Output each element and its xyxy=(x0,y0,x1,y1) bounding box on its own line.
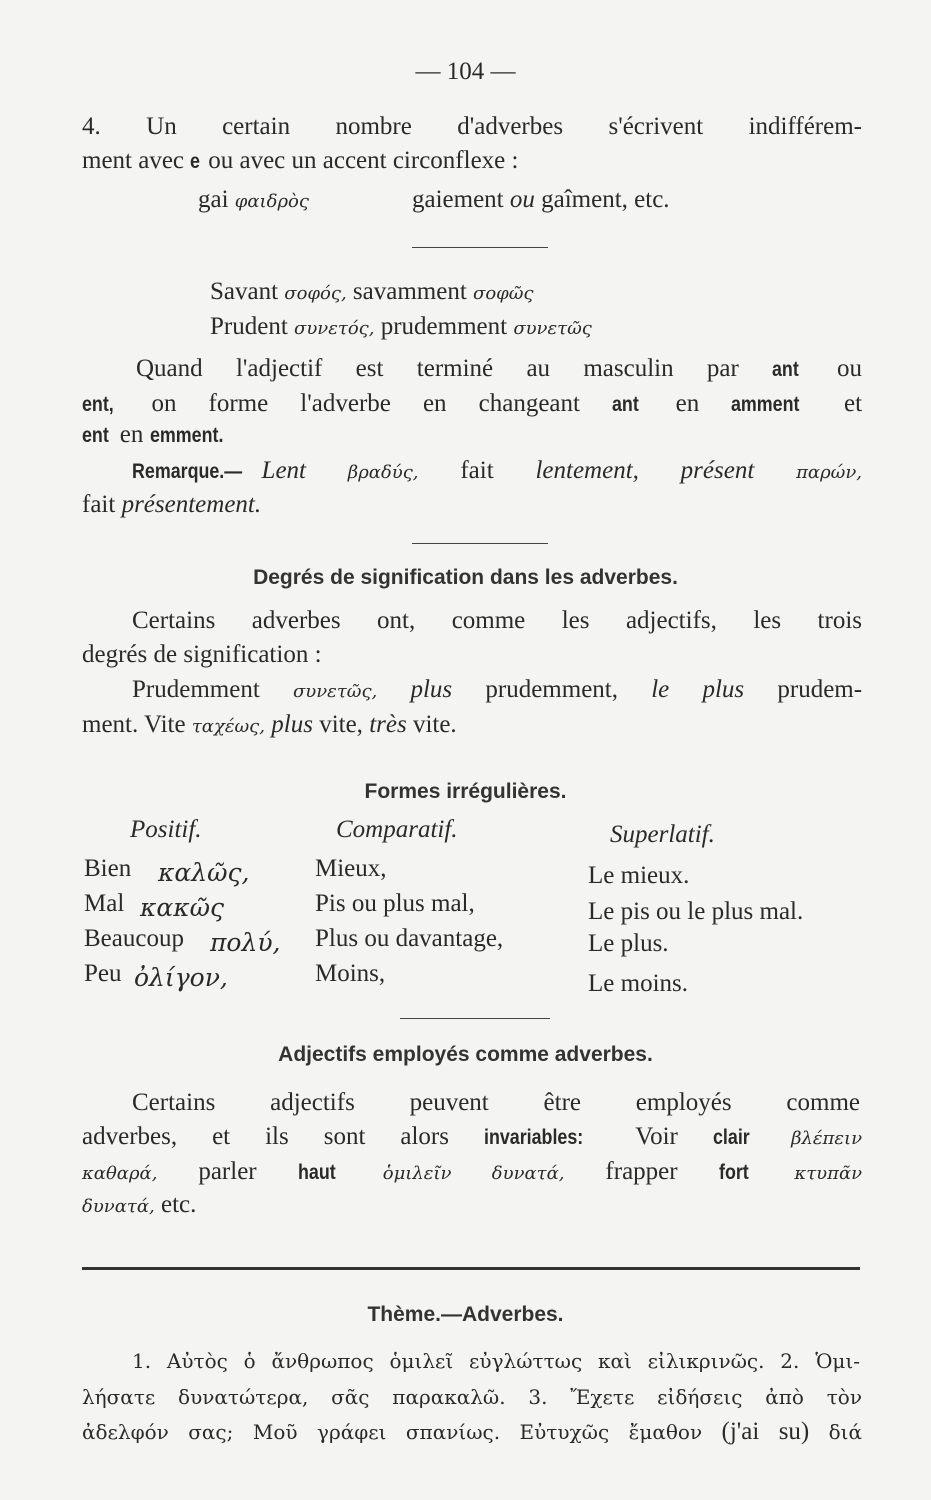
table-cell: Le mieux. xyxy=(588,862,690,889)
text: présentement. xyxy=(121,491,262,518)
bold-label: Remarque.— xyxy=(132,460,243,483)
bold-term: clair xyxy=(712,1126,750,1149)
greek-text: δυνατά, xyxy=(82,1196,155,1217)
text: très xyxy=(369,711,407,738)
text: ment avec xyxy=(82,147,185,174)
greek-text: βλέπειν xyxy=(791,1128,863,1149)
greek-text: παρών, xyxy=(796,462,862,483)
text: en xyxy=(119,421,144,448)
divider xyxy=(412,247,548,248)
text: Voir xyxy=(635,1123,678,1150)
greek-text: διά xyxy=(828,1420,863,1444)
text: Lent xyxy=(261,457,306,484)
greek-text: σοφῶς xyxy=(473,283,534,304)
text-line: Certains adjectifs peuvent être employés comme xyxy=(132,1089,860,1116)
greek-text: ἀδελφόν σας; Μοῦ γράφει σπανίως. Εὐτυχῶς ἔμαθον xyxy=(82,1420,703,1444)
text-line xyxy=(82,490,862,520)
bold-term: amment xyxy=(731,393,800,416)
example-line xyxy=(412,185,931,215)
column-header: Comparatif. xyxy=(336,816,458,843)
text: vite. xyxy=(412,711,457,738)
bold-term: haut xyxy=(297,1161,336,1184)
text-line xyxy=(132,675,862,707)
bold-term: ant xyxy=(612,393,639,416)
text: prudem- xyxy=(777,676,863,703)
text-line xyxy=(82,1122,862,1154)
thick-divider xyxy=(82,1267,860,1270)
table-cell: Plus ou davantage, xyxy=(315,925,504,952)
text: le plus xyxy=(651,676,745,703)
text: ou avec un accent circonflexe : xyxy=(208,147,519,174)
table-cell: πολύ, xyxy=(210,928,281,957)
text: prudemment xyxy=(380,313,508,340)
table-cell: Le plus. xyxy=(588,930,669,957)
greek-line: λήσατε δυνατώτερα, σᾶς παρακαλῶ. 3. Ἔχετε εἰδήσεις ἀπὸ τὸν xyxy=(82,1385,862,1409)
text-line xyxy=(82,420,862,451)
text: gaîment, etc. xyxy=(541,186,670,213)
bold-term: ent, xyxy=(82,393,114,416)
bold-term: invariables: xyxy=(483,1126,584,1149)
text: fait xyxy=(82,491,116,518)
text: lentement, présent xyxy=(535,457,755,484)
section-heading: Degrés de signification dans les adverbes. xyxy=(253,566,678,589)
page-number: — 104 — xyxy=(415,58,516,85)
table-cell: Moins, xyxy=(315,960,386,987)
text: frapper xyxy=(605,1158,678,1185)
text-line xyxy=(136,354,862,385)
text: savamment xyxy=(352,278,467,305)
text-line: degrés de signification : xyxy=(82,641,322,668)
bold-term: ant xyxy=(772,358,799,381)
text-line: 4. Un certain nombre d'adverbes s'écrivent indifférem- xyxy=(82,113,862,140)
column-header: Superlatif. xyxy=(610,821,715,848)
bold-term: ent xyxy=(82,424,109,447)
table-cell: Pis ou plus mal, xyxy=(315,890,475,917)
greek-text: καθαρά, xyxy=(82,1163,158,1184)
greek-text: συνετῶς xyxy=(513,318,592,339)
greek-text: βραδύς, xyxy=(347,462,419,483)
text-line: Certains adverbes ont, comme les adjectifs, les trois xyxy=(132,607,862,634)
column-header: Positif. xyxy=(130,816,202,843)
table-cell: κακῶς xyxy=(140,893,225,922)
text: en xyxy=(675,390,700,417)
text: parler xyxy=(198,1158,257,1185)
text: Prudent xyxy=(210,313,288,340)
greek-text: ὁμιλεῖν δυνατά, xyxy=(382,1163,565,1184)
greek-text: συνετός, xyxy=(294,318,375,339)
table-cell: Mal xyxy=(84,890,125,917)
text-line xyxy=(82,1190,862,1222)
text: plus xyxy=(271,711,313,738)
table-cell: Beaucoup xyxy=(84,925,184,952)
table-cell: Peu xyxy=(84,960,122,987)
bold-term: fort xyxy=(718,1161,749,1184)
text: etc. xyxy=(160,1191,197,1218)
greek-text: συνετῶς, xyxy=(292,681,378,702)
greek-line: 1. Αὐτὸς ὁ ἄνθρωπος ὁμιλεῖ εὐγλώττως καὶ εἰλικρινῶς. 2. Ὁμι- xyxy=(132,1349,860,1373)
greek-text: σοφός, xyxy=(284,283,347,304)
greek-text: κτυπᾶν xyxy=(794,1163,863,1184)
text: on forme l'adverbe en changeant xyxy=(151,390,580,417)
text: fait xyxy=(460,457,494,484)
text-line xyxy=(82,389,862,420)
text: plus xyxy=(410,676,453,703)
greek-text: φαιδρὸς xyxy=(234,191,309,212)
text: Savant xyxy=(210,278,279,305)
table-cell: καλῶς, xyxy=(158,858,250,887)
table-cell: Bien xyxy=(84,855,132,882)
text: Prudemment xyxy=(132,676,260,703)
text-line xyxy=(82,710,862,742)
bold-term: emment. xyxy=(149,424,224,447)
section-heading: Adjectifs employés comme adverbes. xyxy=(278,1043,653,1066)
text: Quand l'adjectif est terminé au masculin par xyxy=(136,355,739,382)
text: ment. Vite xyxy=(82,711,186,738)
text: vite, xyxy=(319,711,363,738)
section-heading: Formes irrégulières. xyxy=(364,780,567,803)
example-line xyxy=(210,277,931,309)
text-line xyxy=(82,1157,862,1189)
table-cell: Mieux, xyxy=(315,855,387,882)
text: adverbes, et ils sont alors xyxy=(82,1123,449,1150)
table-cell: Le pis ou le plus mal. xyxy=(588,898,804,925)
text: ou xyxy=(837,355,863,382)
text-line xyxy=(82,146,862,177)
greek-text: ταχέως, xyxy=(191,716,265,737)
table-cell: Le moins. xyxy=(588,970,688,997)
divider xyxy=(412,543,548,544)
section-heading: Thème.—Adverbes. xyxy=(367,1303,564,1326)
text: ou xyxy=(509,186,535,213)
text: et xyxy=(843,390,863,417)
divider xyxy=(400,1018,550,1019)
table-cell: ὀλίγον, xyxy=(134,963,228,992)
example-line xyxy=(210,312,931,344)
bold-term: e xyxy=(190,150,201,173)
text: gai xyxy=(198,186,229,213)
text: prudemment, xyxy=(485,676,618,703)
greek-line xyxy=(82,1417,862,1447)
remarque-line xyxy=(132,456,862,488)
text: gaiement xyxy=(412,186,504,213)
text: (j'ai su) xyxy=(721,1418,810,1445)
